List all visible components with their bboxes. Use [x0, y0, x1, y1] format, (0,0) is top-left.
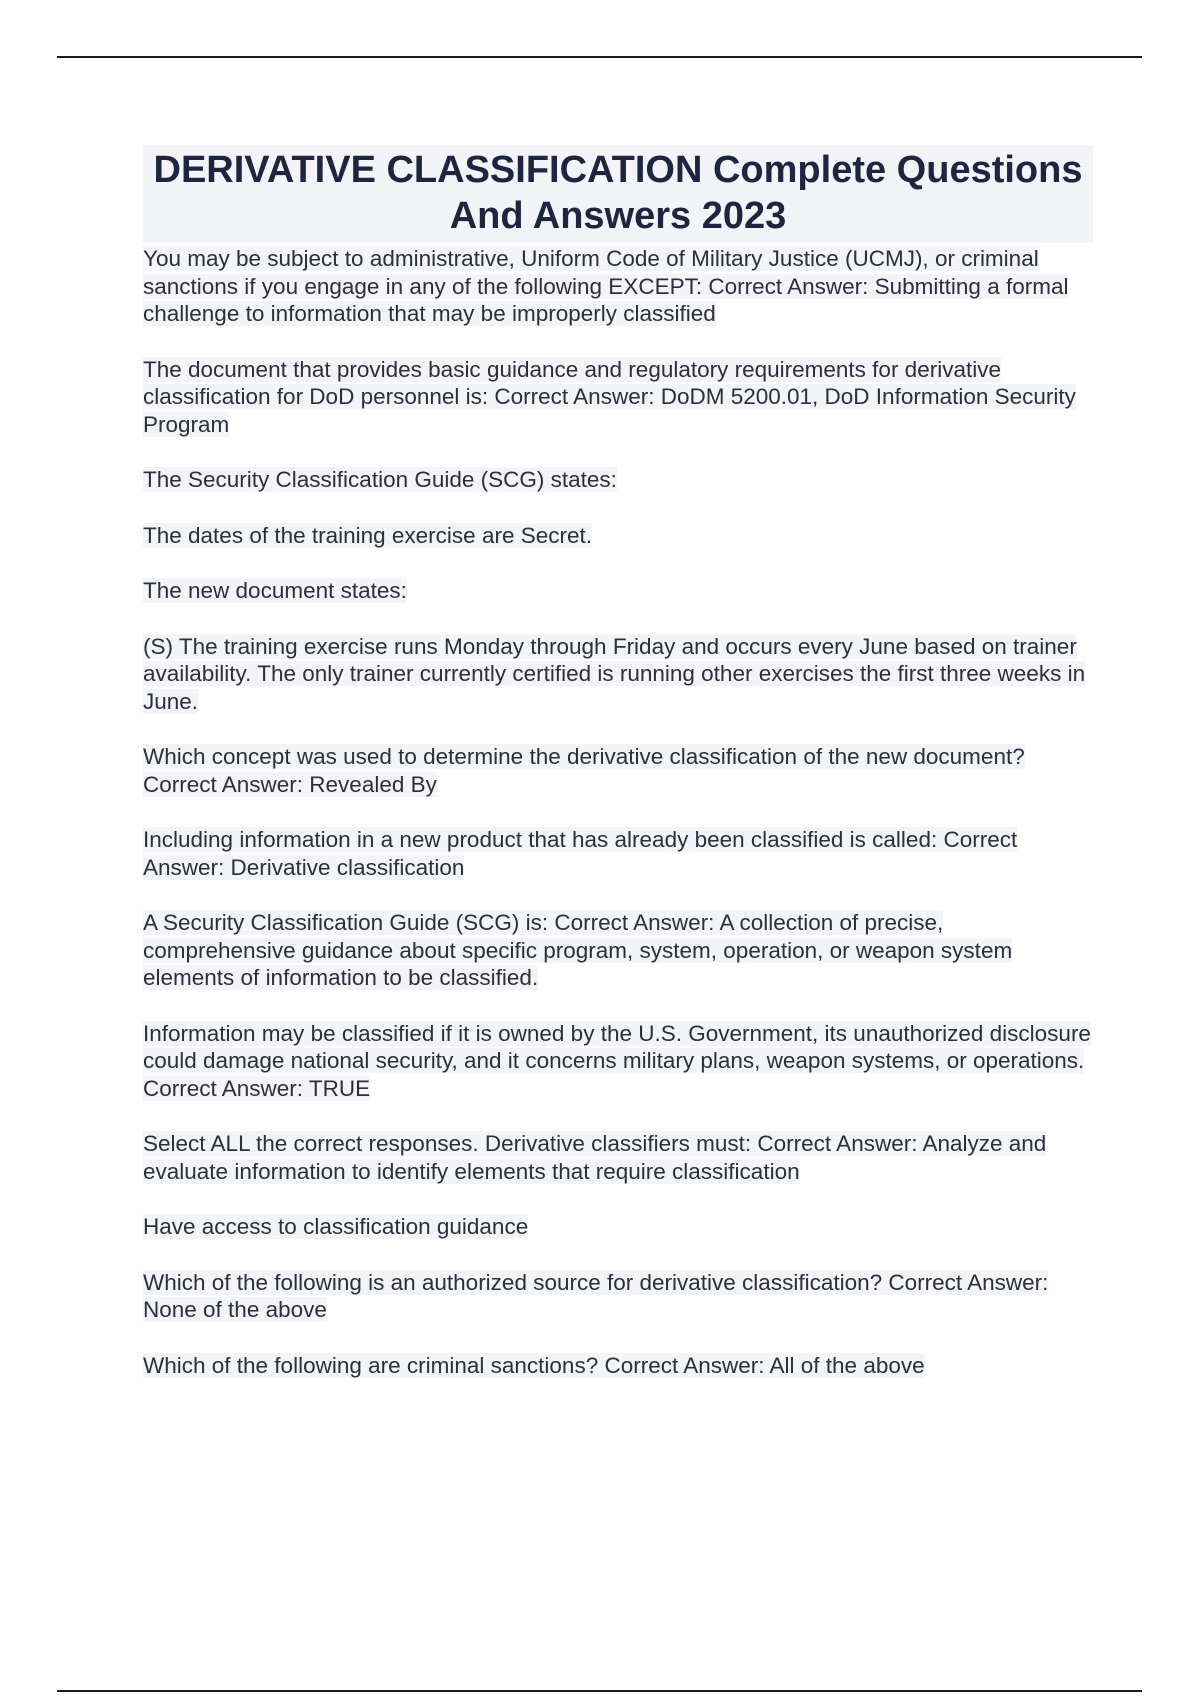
document-body [143, 145, 1093, 1407]
title-banner [143, 145, 1093, 243]
qa-text: Which of the following are criminal sanctions? Correct Answer: All of the above [143, 1352, 925, 1378]
qa-paragraph-5 [143, 577, 1093, 605]
qa-paragraph-10 [143, 1020, 1093, 1103]
qa-paragraph-9 [143, 909, 1093, 992]
qa-text: The new document states: [143, 578, 407, 603]
qa-text: (S) The training exercise runs Monday through Friday and occurs every June based on trainer availability. The only trainer currently certified is running other exercises the first three weeks in June. [143, 633, 1086, 714]
qa-text: Have access to classification guidance [143, 1214, 529, 1239]
qa-paragraph-4 [143, 522, 1093, 550]
bottom-rule [57, 1690, 1142, 1692]
qa-text: Select ALL the correct responses. Derivative classifiers must: Correct Answer: Analyze and evaluate information to identify elements that require classification [143, 1131, 1047, 1184]
qa-paragraph-1 [143, 245, 1093, 328]
qa-paragraph-7 [143, 743, 1093, 798]
qa-text: Which concept was used to determine the derivative classification of the new document? Correct Answer: Revealed By [143, 744, 1025, 797]
qa-text: The document that provides basic guidance and regulatory requirements for derivative classification for DoD personnel is: Correct Answer: DoDM 5200.01, DoD Information Security Program [143, 356, 1076, 437]
qa-paragraph-14 [143, 1352, 1093, 1380]
qa-text: Including information in a new product that has already been classified is called: Correct Answer: Derivative classification [143, 827, 1018, 880]
qa-paragraph-2 [143, 356, 1093, 439]
qa-text: The Security Classification Guide (SCG) states: [143, 467, 617, 492]
qa-paragraph-6 [143, 633, 1093, 716]
qa-paragraph-11 [143, 1130, 1093, 1185]
qa-text: Information may be classified if it is owned by the U.S. Government, its unauthorized disclosure could damage national security, and it concerns military plans, weapon systems, or operations. Correct Answer: TRUE [143, 1020, 1091, 1101]
qa-text: A Security Classification Guide (SCG) is: Correct Answer: A collection of precise, comprehensive guidance about specific program, system, operation, or weapon system elements of information to be classified. [143, 910, 1013, 990]
document-title: DERIVATIVE CLASSIFICATION Complete Questions And Answers 2023 [153, 149, 1083, 237]
qa-paragraph-13 [143, 1269, 1093, 1324]
qa-text: You may be subject to administrative, Uniform Code of Military Justice (UCMJ), or criminal sanctions if you engage in any of the following EXCEPT: Correct Answer: Submitting a formal challenge to information that may be improperly classified [143, 246, 1069, 326]
qa-paragraph-8 [143, 826, 1093, 881]
qa-paragraph-12 [143, 1213, 1093, 1241]
qa-paragraph-3 [143, 466, 1093, 494]
qa-text: The dates of the training exercise are Secret. [143, 522, 592, 548]
qa-text: Which of the following is an authorized source for derivative classification? Correct Answer: None of the above [143, 1269, 1049, 1322]
top-rule [57, 56, 1142, 58]
